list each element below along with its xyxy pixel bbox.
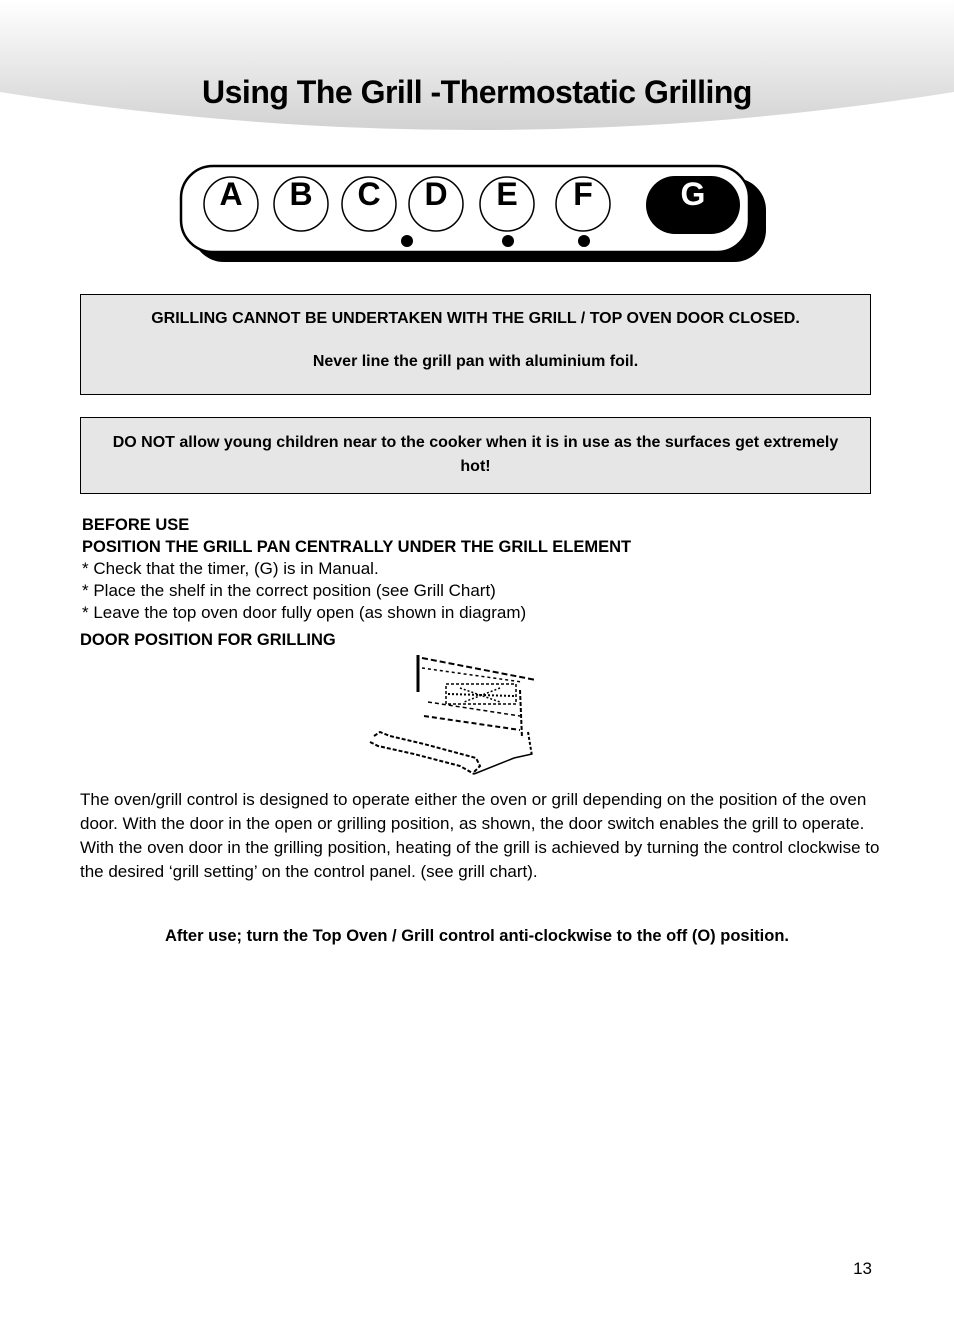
header-band bbox=[0, 0, 954, 140]
before-use-item: * Place the shelf in the correct position (see Grill Chart) bbox=[82, 581, 496, 600]
children-warning-text: DO NOT allow young children near to the cooker when it is in use as the surfaces get extremely hot! bbox=[112, 434, 839, 475]
knob-label-c: C bbox=[357, 176, 381, 212]
indicator-dot bbox=[578, 235, 590, 247]
header-swoosh bbox=[0, 0, 954, 140]
knob-label-g: G bbox=[680, 176, 706, 212]
children-warning-box bbox=[80, 417, 871, 494]
control-panel-diagram bbox=[176, 160, 776, 270]
oven-door-drawing bbox=[364, 650, 540, 778]
knob-label-d: D bbox=[424, 176, 448, 212]
indicator-dot bbox=[502, 235, 514, 247]
before-use-subheading: POSITION THE GRILL PAN CENTRALLY UNDER THE GRILL ELEMENT bbox=[82, 538, 632, 556]
before-use-item: * Check that the timer, (G) is in Manual. bbox=[82, 559, 379, 578]
door-position-diagram bbox=[364, 650, 540, 778]
knob-label-f: F bbox=[573, 176, 593, 212]
knob-label-e: E bbox=[496, 176, 518, 212]
knob-label-a: A bbox=[219, 176, 243, 212]
body-paragraph: The oven/grill control is designed to operate either the oven or grill depending on the position of the oven door. With the door in the open or grilling position, as shown, the door switch enables the grill to operate. bbox=[80, 790, 867, 833]
body-paragraph: With the oven door in the grilling position, heating of the grill is achieved by turning the control clockwise to the desired ‘grill setting’ on the control panel. (see grill chart). bbox=[80, 838, 880, 881]
grilling-warning-line: GRILLING CANNOT BE UNDERTAKEN WITH THE GRILL / TOP OVEN DOOR CLOSED. bbox=[151, 310, 800, 327]
page-number: 13 bbox=[853, 1259, 872, 1278]
grilling-warning-box bbox=[80, 294, 871, 395]
before-use-section bbox=[82, 514, 882, 624]
knob-label-b: B bbox=[289, 176, 313, 212]
indicator-dot bbox=[401, 235, 413, 247]
door-position-heading: DOOR POSITION FOR GRILLING bbox=[80, 631, 336, 649]
foil-warning-line: Never line the grill pan with aluminium foil. bbox=[312, 353, 639, 370]
before-use-item: * Leave the top oven door fully open (as shown in diagram) bbox=[82, 603, 527, 622]
after-use-instruction: After use; turn the Top Oven / Grill control anti-clockwise to the off (O) position. bbox=[165, 927, 789, 945]
before-use-heading: BEFORE USE bbox=[82, 516, 190, 534]
body-text bbox=[80, 788, 880, 884]
page-title: Using The Grill -Thermostatic Grilling bbox=[202, 74, 752, 110]
